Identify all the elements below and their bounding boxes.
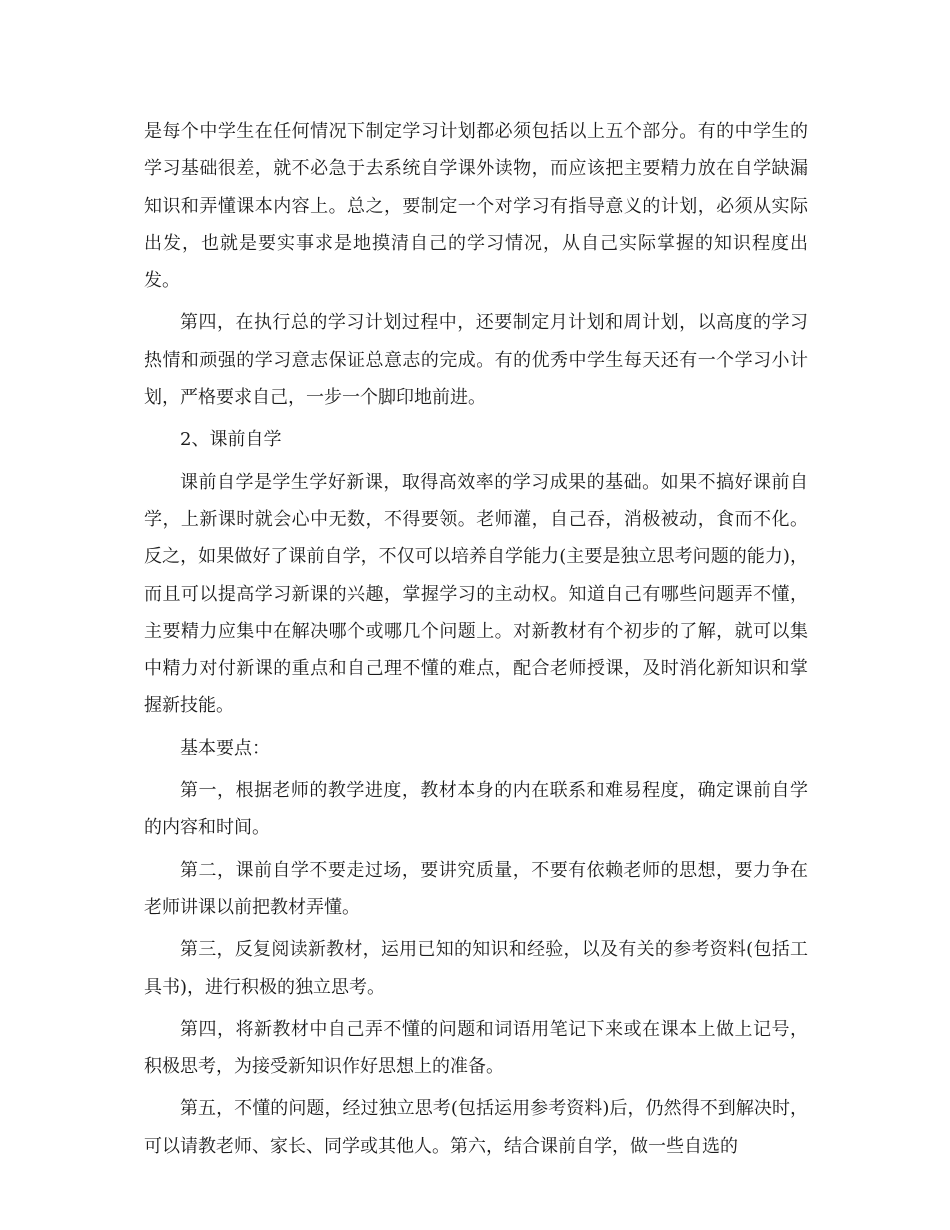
paragraph-point-one: 第一，根据老师的教学进度，教材本身的内在联系和难易程度，确定课前自学的内容和时间。	[144, 780, 808, 839]
subheading-key-points: 基本要点：	[180, 737, 270, 759]
paragraph-point-three: 第三，反复阅读新教材，运用已知的知识和经验，以及有关的参考资料(包括工具书)，进行积极的独立思考。	[144, 939, 808, 998]
paragraph-plan-requirements: 是每个中学生在任何情况下制定学习计划都必须包括以上五个部分。有的中学生的学习基础很差，就不必急于去系统自学课外读物，而应该把主要精力放在自学缺漏知识和弄懂课本内容上。总之，要制定一个对学习有指导意义的计划，必须从实际出发，也就是要实事求是地摸清自己的学习情况，从自己实际掌握的知识程度出发。	[144, 121, 808, 292]
paragraph-point-five-six: 第五，不懂的问题，经过独立思考(包括运用参考资料)后，仍然得不到解决时，可以请教老师、家长、同学或其他人。第六，结合课前自学，做一些自选的	[144, 1098, 808, 1157]
paragraph-point-four: 第四，将新教材中自己弄不懂的问题和词语用笔记下来或在课本上做上记号，积极思考，为接受新知识作好思想上的准备。	[144, 1018, 808, 1078]
paragraph-monthly-weekly-plan: 第四，在执行总的学习计划过程中，还要制定月计划和周计划，以高度的学习热情和顽强的学习意志保证总意志的完成。有的优秀中学生每天还有一个学习小计划，严格要求自己，一步一个脚印地前进。	[144, 312, 808, 409]
document-page	[144, 113, 808, 1170]
paragraph-pre-class-study-intro: 课前自学是学生学好新课，取得高效率的学习成果的基础。如果不搞好课前自学，上新课时就会心中无数，不得要领。老师灌，自己吞，消极被动，食而不化。反之，如果做好了课前自学，不仅可以培养自学能力(主要是独立思考问题的能力)，而且可以提高学习新课的兴趣，掌握学习的主动权。知道自己有哪些问题弄不懂，主要精力应集中在解决哪个或哪几个问题上。对新教材有个初步的了解，就可以集中精力对付新课的重点和自己理不懂的难点，配合老师授课，及时消化新知识和掌握新技能。	[144, 471, 808, 717]
section-heading-pre-class-study: 2、课前自学	[180, 429, 282, 451]
paragraph-point-two: 第二，课前自学不要走过场，要讲究质量，不要有依赖老师的思想，要力争在老师讲课以前把教材弄懂。	[144, 859, 808, 918]
